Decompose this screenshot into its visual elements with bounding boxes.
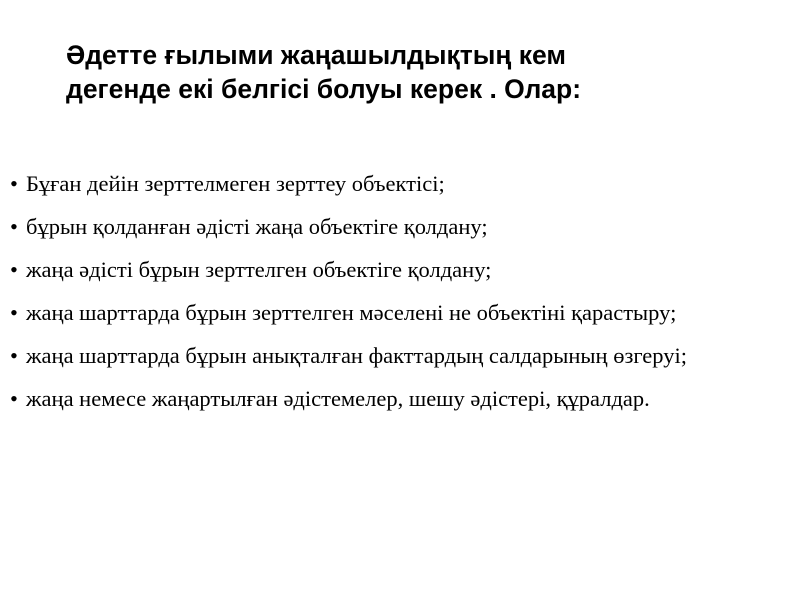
bullet-list	[0, 168, 800, 414]
bullet-icon: •	[10, 386, 18, 411]
bullet-item	[10, 383, 762, 414]
title-line-1: Әдетте ғылыми жаңашылдықтың кем	[66, 40, 566, 70]
bullet-item	[10, 211, 762, 242]
bullet-text: жаңа әдісті бұрын зерттелген объектіге қолдану;	[26, 257, 492, 282]
bullet-text: бұрын қолданған әдісті жаңа объектіге қолдану;	[26, 214, 488, 239]
bullet-icon: •	[10, 343, 18, 368]
bullet-item	[10, 168, 762, 199]
bullet-item	[10, 340, 762, 371]
bullet-text: Бұған дейін зерттелмеген зерттеу объектісі;	[26, 171, 445, 196]
bullet-icon: •	[10, 300, 18, 325]
bullet-icon: •	[10, 171, 18, 196]
bullet-item	[10, 254, 762, 285]
bullet-text: жаңа шарттарда бұрын зерттелген мәселені не объектіні қарастыру;	[26, 300, 677, 325]
bullet-icon: •	[10, 214, 18, 239]
bullet-text: жаңа шарттарда бұрын анықталған факттардың салдарының өзгеруі;	[26, 343, 687, 368]
bullet-text: жаңа немесе жаңартылған әдістемелер, шешу әдістері, құралдар.	[26, 386, 650, 411]
slide-title	[66, 38, 706, 106]
title-line-2: дегенде екі белгісі болуы керек . Олар:	[66, 74, 582, 104]
bullet-icon: •	[10, 257, 18, 282]
bullet-item	[10, 297, 762, 328]
